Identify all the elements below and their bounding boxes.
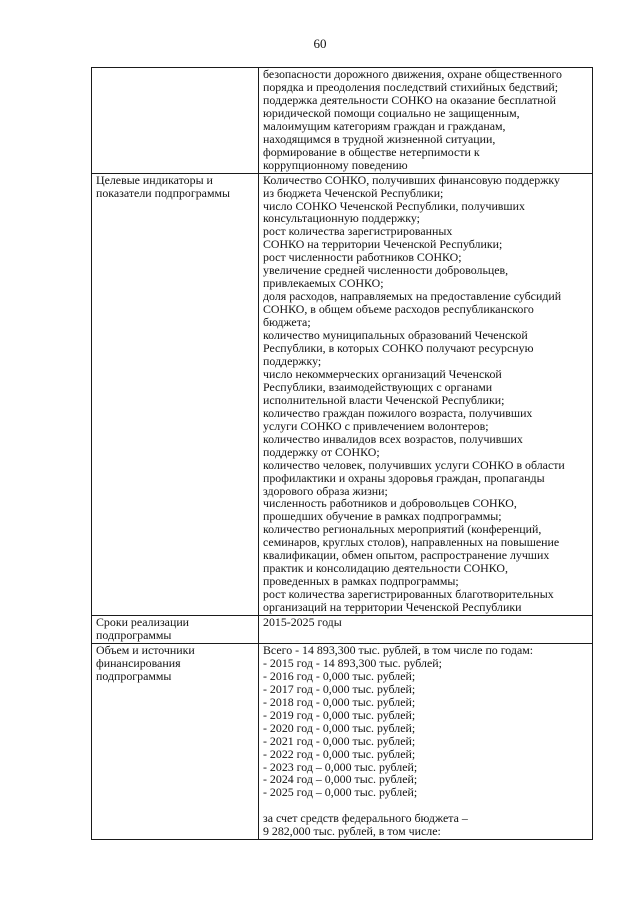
row-content-line: бюджета; [263,315,311,330]
row-content-cell [259,643,593,839]
row-content-line: - 2015 год - 14 893,300 тыс. рублей; [263,655,442,670]
row-content-line: услуги СОНКО с привлечением волонтеров; [263,418,489,433]
row-label-line: Объем и источники [96,642,195,657]
row-content-line: здорового образа жизни; [263,483,388,498]
row-content-line: - 2018 год - 0,000 тыс. рублей; [263,694,416,709]
row-content-line: 2015-2025 годы [263,615,342,630]
row-content-line: квалификации, обмен опытом, распространение лучших [263,548,550,563]
row-content-line: рост количества зарегистрированных [263,224,453,239]
row-content-line: - 2016 год - 0,000 тыс. рублей; [263,668,416,683]
row-content-line: - 2017 год - 0,000 тыс. рублей; [263,681,416,696]
row-content-line: количество инвалидов всех возрастов, получивших [263,431,523,446]
row-content-line: 9 282,000 тыс. рублей, в том числе: [263,824,441,839]
row-content-line: из бюджета Чеченской Республики; [263,185,444,200]
row-content-line: порядка и преодоления последствий стихийных бедствий; [263,79,559,94]
row-label-cell [92,643,259,839]
table-row [92,616,593,644]
row-content-line: поддержку; [263,353,322,368]
row-label-line: показатели подпрограммы [96,185,231,200]
row-content-line: Всего - 14 893,300 тыс. рублей, в том числе по годам: [263,642,534,657]
row-content-line: формирование в обществе нетерпимости к [263,144,480,159]
page-number: 60 [313,36,327,51]
row-content-line: число СОНКО Чеченской Республики, получивших [263,198,525,213]
row-content-line: увеличение средней численности добровольцев, [263,263,509,278]
row-content-line: количество муниципальных образований Чеченской [263,328,528,343]
row-content-line: организаций на территории Чеченской Республики [263,600,522,615]
row-content-line: малоимущим категориям граждан и гражданам, [263,118,506,133]
row-content-line: - 2024 год – 0,000 тыс. рублей; [263,772,418,787]
row-content-line: - 2023 год – 0,000 тыс. рублей; [263,759,418,774]
row-content-line: - 2025 год – 0,000 тыс. рублей; [263,785,418,800]
row-content-line: рост количества зарегистрированных благотворительных [263,587,554,602]
row-content-line: проведенных в рамках подпрограммы; [263,574,459,589]
row-label-line: финансирования [96,655,181,670]
row-label-cell [92,173,259,615]
row-content-line: привлекаемых СОНКО; [263,276,384,291]
row-content-line: доля расходов, направляемых на предоставление субсидий [263,289,562,304]
row-content-line: коррупционному поведению [263,157,408,172]
row-content-line: количество региональных мероприятий (конференций, [263,522,542,537]
row-content-line: прошедших обучение в рамках подпрограммы; [263,509,502,524]
row-content-line: профилактики и охраны здоровья граждан, пропаганды [263,470,545,485]
row-content-line: Количество СОНКО, получивших финансовую поддержку [263,172,560,187]
row-label-cell [92,68,259,174]
row-content-line: - 2021 год - 0,000 тыс. рублей; [263,733,416,748]
row-content-line: Республики, в которых СОНКО получают ресурсную [263,341,534,356]
row-content-line: рост численности работников СОНКО; [263,250,462,265]
row-label-line: Сроки реализации [96,615,190,630]
row-content-line: количество человек, получивших услуги СОНКО в области [263,457,565,472]
row-content-cell [259,68,593,174]
row-label-line: Целевые индикаторы и [96,172,213,187]
row-content-line: СОНКО, в общем объеме расходов республиканского [263,302,534,317]
row-content-line: юридической помощи социально не защищенным, [263,105,520,120]
table-row [92,173,593,615]
row-content-cell [259,616,593,644]
row-content-line: Республики, взаимодействующих с органами [263,379,493,394]
row-content-line: численность работников и добровольцев СОНКО, [263,496,517,511]
row-content-line: количество граждан пожилого возраста, получивших [263,405,533,420]
row-content-line: - 2019 год - 0,000 тыс. рублей; [263,707,416,722]
row-content-cell [259,173,593,615]
row-content-line: исполнительной власти Чеченской Республики; [263,392,505,407]
row-label-cell [92,616,259,644]
row-content-line: СОНКО на территории Чеченской Республики; [263,237,503,252]
row-content-line: семинаров, круглых столов), направленных на повышение [263,535,560,550]
row-content-line: число некоммерческих организаций Чеченской [263,366,502,381]
row-label-line: подпрограммы [96,668,172,683]
row-content-line: поддержка деятельности СОНКО на оказание бесплатной [263,92,556,107]
row-content-line: поддержку от СОНКО; [263,444,380,459]
row-label-line: подпрограммы [96,627,172,642]
table-row [92,68,593,174]
row-content-line: безопасности дорожного движения, охране общественного [263,67,562,81]
row-content-line: за счет средств федерального бюджета – [263,811,468,826]
subprogram-passport-table [91,67,593,840]
row-content-line: - 2022 год - 0,000 тыс. рублей; [263,746,416,761]
row-content-line: - 2020 год - 0,000 тыс. рублей; [263,720,416,735]
row-content-line: практик и консолидацию деятельности СОНКО, [263,561,508,576]
table-row [92,643,593,839]
row-content-line: консультационную поддержку; [263,211,420,226]
row-content-line: находящимся в трудной жизненной ситуации, [263,131,496,146]
